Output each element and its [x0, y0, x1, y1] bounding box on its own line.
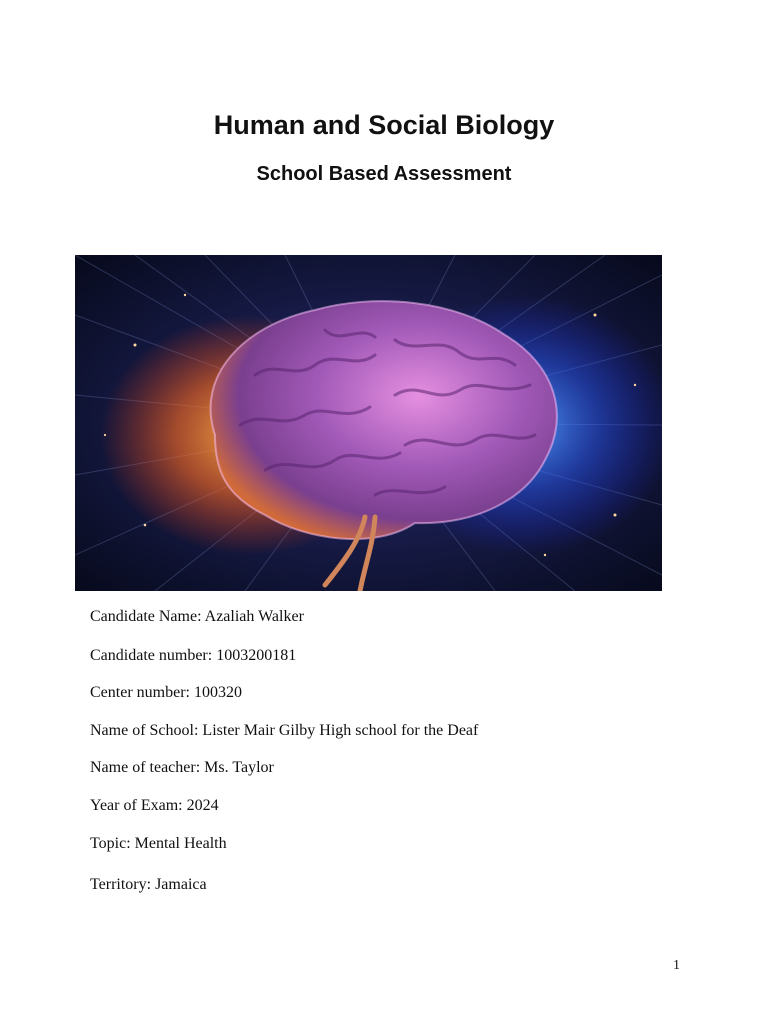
document-subtitle: School Based Assessment	[256, 163, 512, 185]
teacher-name: Name of teacher: Ms. Taylor	[90, 759, 274, 776]
brain-illustration	[75, 255, 662, 591]
exam-year: Year of Exam: 2024	[90, 797, 219, 814]
page-number: 1	[673, 958, 680, 973]
candidate-number: Candidate number: 1003200181	[90, 647, 297, 664]
document-title: Human and Social Biology	[213, 110, 555, 140]
topic: Topic: Mental Health	[90, 835, 227, 852]
territory: Territory: Jamaica	[90, 876, 207, 893]
center-number: Center number: 100320	[90, 684, 242, 701]
school-name: Name of School: Lister Mair Gilby High school for the Deaf	[90, 722, 479, 739]
candidate-name: Candidate Name: Azaliah Walker	[90, 608, 304, 625]
